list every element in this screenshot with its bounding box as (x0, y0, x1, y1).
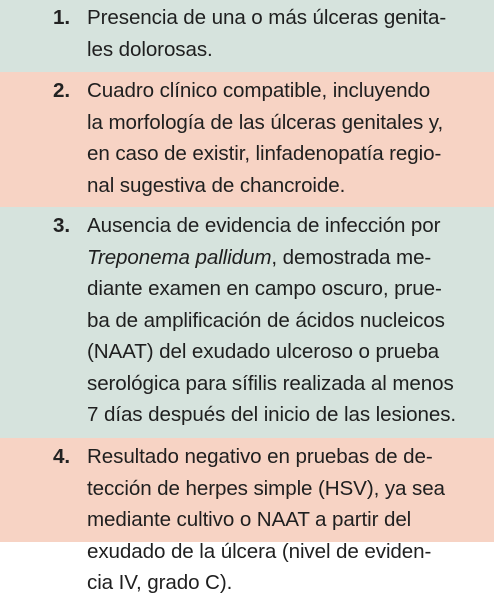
criterion-text (87, 210, 472, 438)
text-segment: ba de amplificación de ácidos nucleicos (87, 308, 445, 332)
text-segment: exudado de la úlcera (nivel de eviden- (87, 539, 432, 563)
text-segment: 7 días después del inicio de las lesiones. (87, 403, 457, 426)
criterion-text (87, 441, 472, 594)
text-segment: diante examen en campo oscuro, prue- (87, 277, 442, 300)
text-segment: mediante cultivo o NAAT a partir del (87, 508, 412, 531)
criterion-number: 3. (53, 214, 70, 237)
criterion-line (87, 536, 472, 568)
criterion-line (87, 305, 472, 337)
criterion-item (0, 72, 494, 207)
text-segment: en caso de existir, linfadenopatía regio- (87, 142, 442, 165)
criterion-item (0, 0, 494, 72)
text-segment: Ausencia de evidencia de infección por (87, 214, 441, 237)
criterion-line (87, 170, 472, 202)
criterion-line (87, 210, 472, 242)
criterion-item (0, 207, 494, 438)
criterion-item (0, 438, 494, 594)
criterion-line (87, 336, 472, 368)
criterion-line (87, 34, 472, 66)
criterion-line (87, 273, 472, 305)
criterion-line (87, 75, 472, 107)
criterion-line (87, 504, 472, 536)
criterion-text (87, 2, 472, 72)
text-segment: la morfología de las úlceras genitales y, (87, 110, 444, 134)
text-segment: , demostrada me- (271, 245, 432, 269)
criterion-number: 4. (53, 445, 70, 468)
text-segment: Presencia de una o más úlceras genita- (87, 6, 447, 29)
text-segment: nal sugestiva de chancroide. (87, 173, 346, 197)
criterion-line (87, 2, 472, 34)
text-segment: Cuadro clínico compatible, incluyendo (87, 79, 431, 102)
text-segment: (NAAT) del exudado ulceroso o prueba (87, 340, 440, 363)
criterion-line (87, 567, 472, 599)
criterion-text (87, 75, 472, 207)
text-segment: les dolorosas. (87, 37, 213, 61)
criterion-line (87, 368, 472, 400)
text-segment: Resultado negativo en pruebas de de- (87, 445, 433, 468)
text-segment: tección de herpes simple (HSV), ya sea (87, 476, 445, 500)
text-segment: cia IV, grado C). (87, 571, 233, 594)
criterion-line (87, 242, 472, 274)
criterion-line (87, 473, 472, 505)
criterion-number: 2. (53, 79, 70, 102)
criterion-line (87, 138, 472, 170)
criterion-line (87, 107, 472, 139)
italic-text: Treponema pallidum (87, 245, 272, 269)
text-segment: serológica para sífilis realizada al menos (87, 371, 454, 395)
criterion-number: 1. (53, 6, 70, 29)
criterion-line (87, 399, 472, 431)
criterion-line (87, 441, 472, 473)
